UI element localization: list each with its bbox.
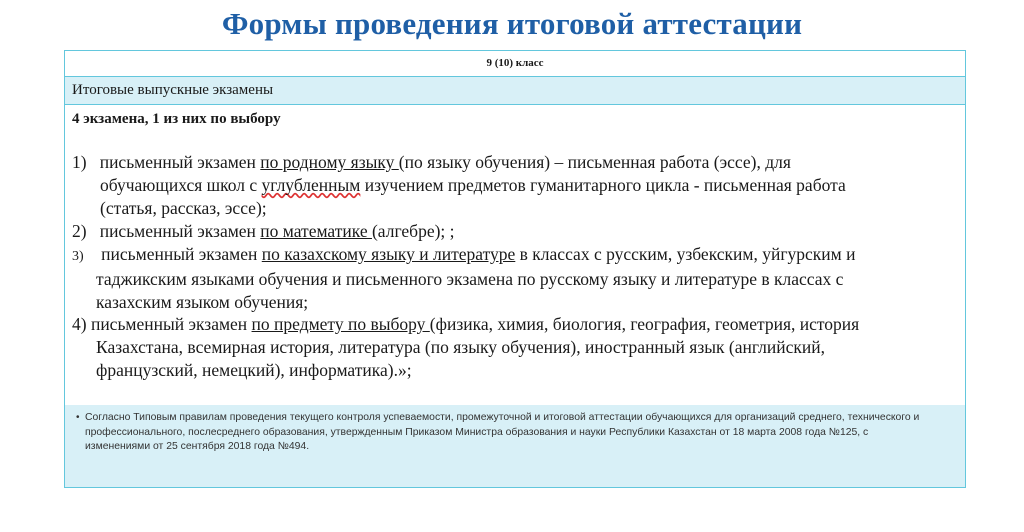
item-subject: по родному языку bbox=[260, 152, 399, 172]
item-text: письменный экзамен bbox=[99, 152, 261, 172]
footnote-line: Согласно Типовым правилам проведения текущего контроля успеваемости, промежуточной и итоговой аттестации обучающихся для организаций среднего, технического и bbox=[85, 412, 920, 423]
item-text: письменный экзамен bbox=[99, 221, 261, 241]
item-number: 2) bbox=[72, 221, 87, 241]
list-item bbox=[72, 243, 855, 314]
slide-title: Формы проведения итоговой аттестации bbox=[221, 6, 803, 41]
item-text-spellcheck: углубленным bbox=[261, 175, 361, 195]
footnote bbox=[76, 411, 955, 455]
footnote-cell bbox=[65, 405, 965, 487]
item-text: письменный экзамен bbox=[101, 244, 262, 264]
class-row: 9 (10) класс bbox=[65, 51, 965, 77]
item-subject: по предмету по выбору bbox=[251, 314, 430, 334]
footnote-line: профессионального, послесреднего образования, утвержденным Приказом Министра образования и науки Республики Казахстан от 18 марта 2008 года №125, с bbox=[85, 426, 869, 438]
item-number: 3) bbox=[72, 249, 84, 264]
item-number: 1) bbox=[72, 152, 87, 172]
item-subject: по математике bbox=[260, 221, 372, 241]
header-row: Итоговые выпускные экзамены bbox=[65, 77, 965, 105]
exam-forms-table bbox=[64, 50, 966, 488]
list-item bbox=[72, 151, 846, 220]
item-text: письменный экзамен bbox=[90, 314, 252, 334]
item-text: таджикским языками обучения и письменного экзамена по русскому языку и литературе в классах с bbox=[96, 269, 844, 289]
list-item bbox=[72, 220, 455, 243]
footnote-line: изменениями от 25 сентября 2018 года №494. bbox=[85, 441, 310, 452]
list-item bbox=[72, 313, 859, 382]
item-subject: по казахскому языку и литературе bbox=[261, 244, 516, 264]
item-text: (по языку обучения) – письменная работа (эссе), для bbox=[398, 152, 791, 172]
item-text: (физика, химия, биология, география, геометрия, история bbox=[429, 314, 860, 334]
item-text: Казахстана, всемирная история, литература (по языку обучения), иностранный язык (английский, bbox=[96, 337, 825, 357]
item-text: французский, немецкий), информатика).»; bbox=[96, 360, 412, 380]
bullet: • bbox=[76, 412, 80, 423]
item-text: (статья, рассказ, эссе); bbox=[100, 198, 267, 218]
exam-count-heading: 4 экзамена, 1 из них по выбору bbox=[72, 111, 281, 127]
item-text: в классах с русским, узбекским, уйгурским и bbox=[515, 244, 856, 264]
item-text: обучающихся школ с bbox=[100, 175, 262, 195]
exam-list-cell bbox=[65, 105, 965, 406]
item-text: (алгебре); ; bbox=[371, 221, 455, 241]
item-text: изучением предметов гуманитарного цикла - письменная работа bbox=[360, 175, 846, 195]
item-number: 4) bbox=[72, 314, 87, 334]
item-text: казахским языком обучения; bbox=[96, 292, 309, 312]
